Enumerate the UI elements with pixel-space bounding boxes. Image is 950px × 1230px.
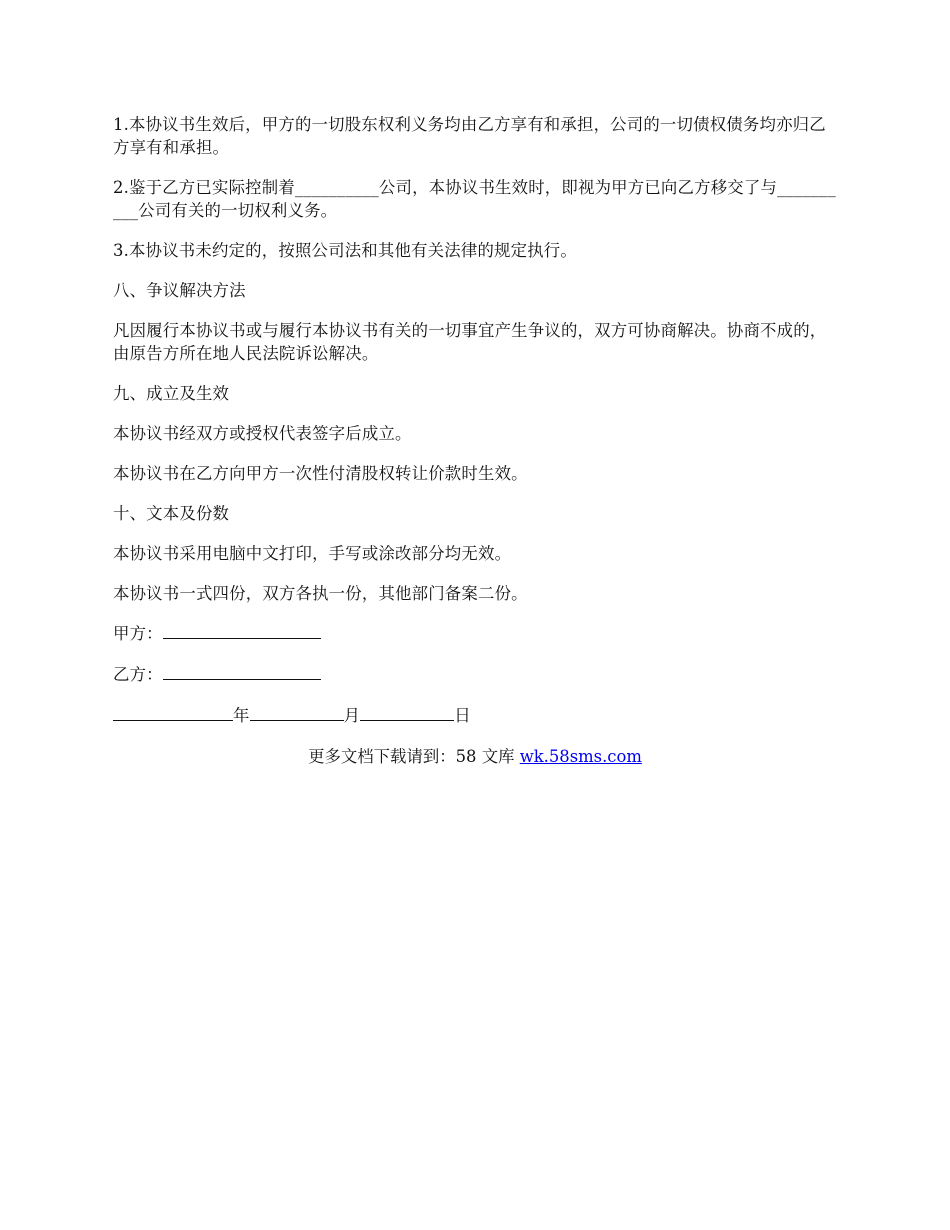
party-a-blank [163, 622, 321, 639]
document-body [113, 113, 841, 745]
year-label: 年 [233, 706, 250, 725]
footer-text: 更多文档下载请到：58 文库 [308, 747, 520, 766]
party-a-signature-line [113, 622, 841, 645]
date-line [113, 704, 841, 727]
section-9-title: 九、成立及生效 [113, 384, 230, 403]
month-blank [250, 704, 344, 721]
party-b-label: 乙方： [113, 665, 163, 684]
party-a-label: 甲方： [113, 624, 163, 643]
section-8-text: 凡因履行本协议书或与履行本协议书有关的一切事宜产生争议的，双方可协商解决。协商不成的，由原告方所在地人民法院诉讼解决。 [113, 321, 827, 363]
section-9-text-2: 本协议书在乙方向甲方一次性付清股权转让价款时生效。 [113, 464, 528, 483]
footer-link[interactable]: wk.58sms.com [519, 747, 642, 766]
day-label: 日 [454, 706, 471, 725]
clause-7-1: 1.本协议书生效后，甲方的一切股东权利义务均由乙方享有和承担，公司的一切债权债务均亦归乙方享有和承担。 [113, 115, 826, 157]
section-10-title: 十、文本及份数 [113, 504, 230, 523]
section-10-text-2: 本协议书一式四份，双方各执一份，其他部门备案二份。 [113, 584, 528, 603]
year-blank [113, 704, 233, 721]
clause-7-2: 2.鉴于乙方已实际控制着__________公司，本协议书生效时，即视为甲方已向乙方移交了与__________公司有关的一切权利义务。 [113, 178, 836, 220]
party-b-signature-line [113, 663, 841, 686]
month-label: 月 [343, 706, 361, 725]
day-blank [360, 704, 454, 721]
section-8-title: 八、争议解决方法 [113, 281, 246, 300]
clause-7-3: 3.本协议书未约定的，按照公司法和其他有关法律的规定执行。 [113, 241, 577, 260]
section-9-text-1: 本协议书经双方或授权代表签字后成立。 [113, 424, 412, 443]
party-b-blank [163, 663, 321, 680]
footer [0, 745, 950, 768]
section-10-text-1: 本协议书采用电脑中文打印，手写或涂改部分均无效。 [113, 544, 512, 563]
